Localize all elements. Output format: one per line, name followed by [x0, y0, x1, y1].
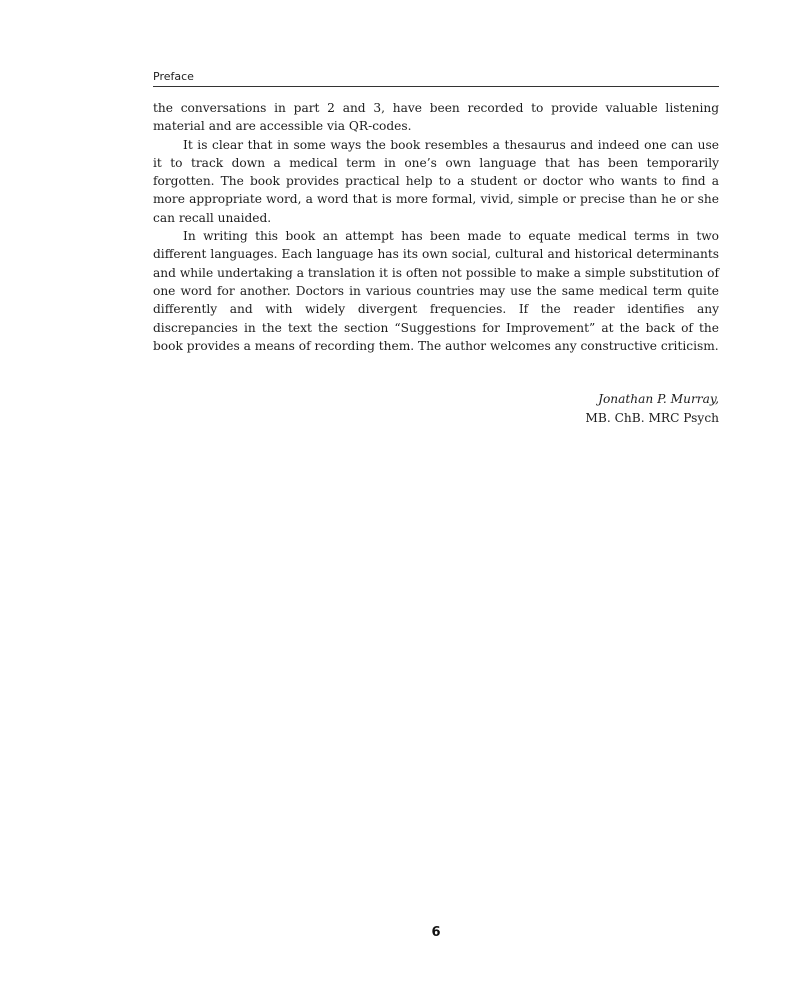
running-header — [153, 70, 719, 87]
section-title: Preface — [153, 70, 194, 83]
paragraph-thesaurus: It is clear that in some ways the book resembles a thesaurus and indeed one can use it to track down a medical term in one’s own language that has been temporarily forgotten. The book provides practical help to a student or doctor who wants to find a more appropriate word, a word that is more formal, vivid, simple or precise than he or she can recall unaided. — [153, 137, 719, 225]
page-number: 6 — [431, 925, 441, 940]
body-text — [153, 99, 719, 355]
paragraph-continuation: the conversations in part 2 and 3, have been recorded to provide valuable listening material and are accessible via QR-codes. — [153, 101, 719, 134]
author-credentials: MB. ChB. MRC Psych — [585, 410, 719, 425]
author-name: Jonathan P. Murray, — [598, 392, 719, 406]
paragraph-translation: In writing this book an attempt has been made to equate medical terms in two different languages. Each language has its own social, cultural and historical determinants and while undertaking a translation it is often not possible to make a simple substitution of one word for another. Doctors in various countries may use the same medical term quite differently and with widely divergent frequencies. If the reader identifies any discrepancies in the text the section “Suggestions for Improvement” at the back of the book provides a means of recording them. The author welcomes any constructive criticism. — [153, 229, 719, 353]
author-signature — [153, 390, 719, 427]
